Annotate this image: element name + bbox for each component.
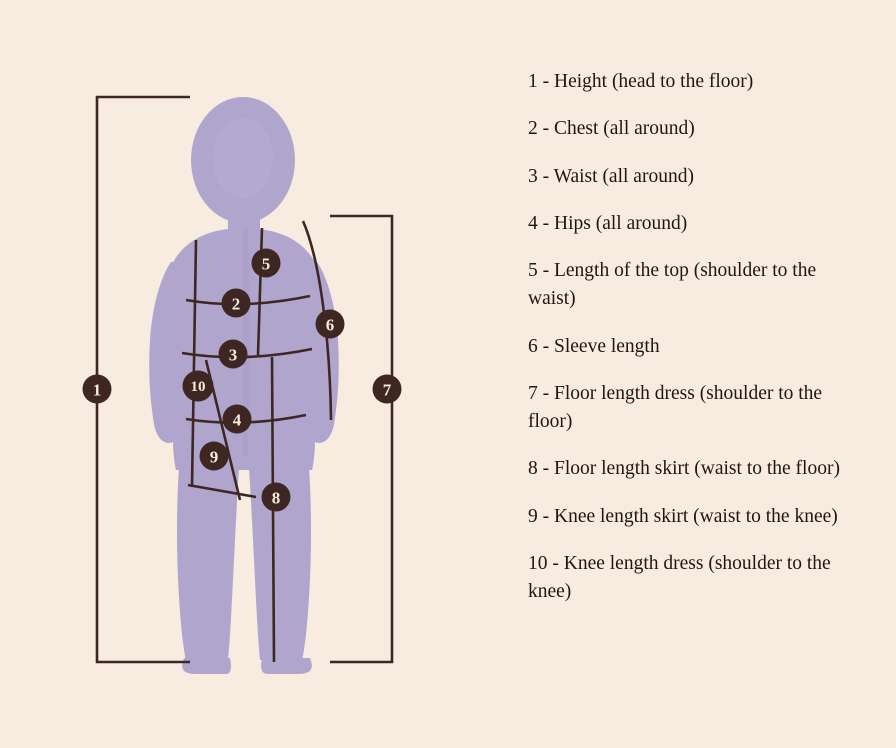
marker-4-label: 4 <box>232 410 242 430</box>
legend-item-1: 1 - Height (head to the floor) <box>528 71 754 92</box>
marker-5 <box>252 249 281 278</box>
child-silhouette <box>149 97 339 674</box>
marker-3 <box>219 340 248 369</box>
legend-item-10: 10 - Knee length dress (shoulder to the knee) <box>528 552 831 603</box>
legend-item-7: 7 - Floor length dress (shoulder to the floor) <box>528 382 823 433</box>
legend-item-6: 6 - Sleeve length <box>528 335 660 357</box>
marker-9-label: 9 <box>209 447 219 467</box>
legend-item-4: 4 - Hips (all around) <box>528 212 688 234</box>
legend-item-3: 3 - Waist (all around) <box>528 165 694 187</box>
marker-7-label: 7 <box>382 380 392 400</box>
marker-8-label: 8 <box>271 488 281 508</box>
legend-item-8: 8 - Floor length skirt (waist to the floor) <box>528 458 840 480</box>
marker-1 <box>83 375 112 404</box>
marker-1-label: 1 <box>92 380 102 400</box>
legend-list <box>528 68 868 625</box>
legend-item-5: 5 - Length of the top (shoulder to the waist) <box>528 260 817 310</box>
marker-8 <box>262 483 291 512</box>
marker-6-label: 6 <box>325 315 335 335</box>
marker-3-label: 3 <box>228 345 238 365</box>
floor-dress-bracket <box>330 216 392 662</box>
marker-10 <box>183 371 214 402</box>
marker-4 <box>223 405 252 434</box>
marker-2 <box>222 289 251 318</box>
marker-10-label: 10 <box>190 379 206 395</box>
marker-2-label: 2 <box>231 294 241 314</box>
marker-6 <box>316 310 345 339</box>
marker-7 <box>373 375 402 404</box>
legend-item-9: 9 - Knee length skirt (waist to the knee) <box>528 505 838 527</box>
marker-9 <box>200 442 229 471</box>
legend-item-2: 2 - Chest (all around) <box>528 118 695 140</box>
marker-5-label: 5 <box>261 254 271 274</box>
